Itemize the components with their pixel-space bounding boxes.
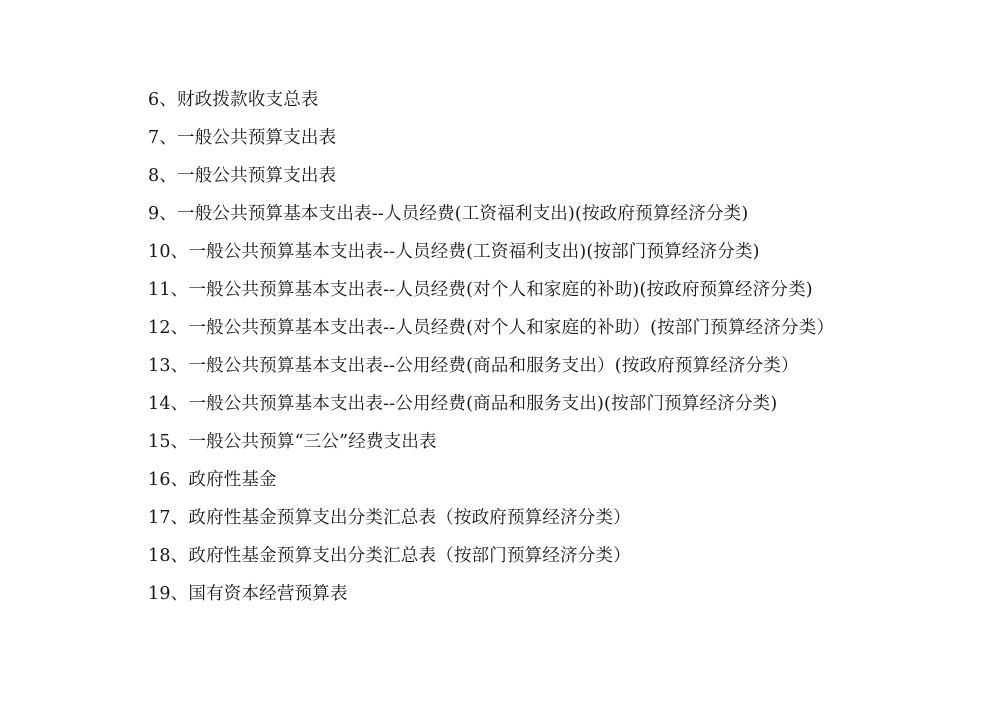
toc-entry: 18、政府性基金预算支出分类汇总表（按部门预算经济分类） bbox=[148, 546, 631, 566]
toc-entry: 14、一般公共预算基本支出表--公用经费(商品和服务支出)(按部门预算经济分类) bbox=[148, 394, 778, 414]
toc-entry: 12、一般公共预算基本支出表--人员经费(对个人和家庭的补助）(按部门预算经济分类） bbox=[148, 318, 835, 338]
toc-entry: 7、一般公共预算支出表 bbox=[148, 128, 337, 148]
toc-entry: 17、政府性基金预算支出分类汇总表（按政府预算经济分类） bbox=[148, 508, 631, 528]
toc-entry: 13、一般公共预算基本支出表--公用经费(商品和服务支出）(按政府预算经济分类） bbox=[148, 356, 799, 376]
toc-entry: 10、一般公共预算基本支出表--人员经费(工资福利支出)(按部门预算经济分类) bbox=[148, 242, 760, 262]
toc-entry: 11、一般公共预算基本支出表--人员经费(对个人和家庭的补助)(按政府预算经济分类) bbox=[148, 280, 813, 300]
toc-entry: 19、国有资本经营预算表 bbox=[148, 584, 348, 604]
toc-entry: 8、一般公共预算支出表 bbox=[148, 166, 337, 186]
toc-entry: 9、一般公共预算基本支出表--人员经费(工资福利支出)(按政府预算经济分类) bbox=[148, 204, 749, 224]
toc-entry: 15、一般公共预算“三公”经费支出表 bbox=[148, 432, 437, 452]
toc-entry: 16、政府性基金 bbox=[148, 470, 277, 490]
table-of-contents bbox=[148, 92, 940, 604]
toc-entry: 6、财政拨款收支总表 bbox=[148, 90, 319, 110]
